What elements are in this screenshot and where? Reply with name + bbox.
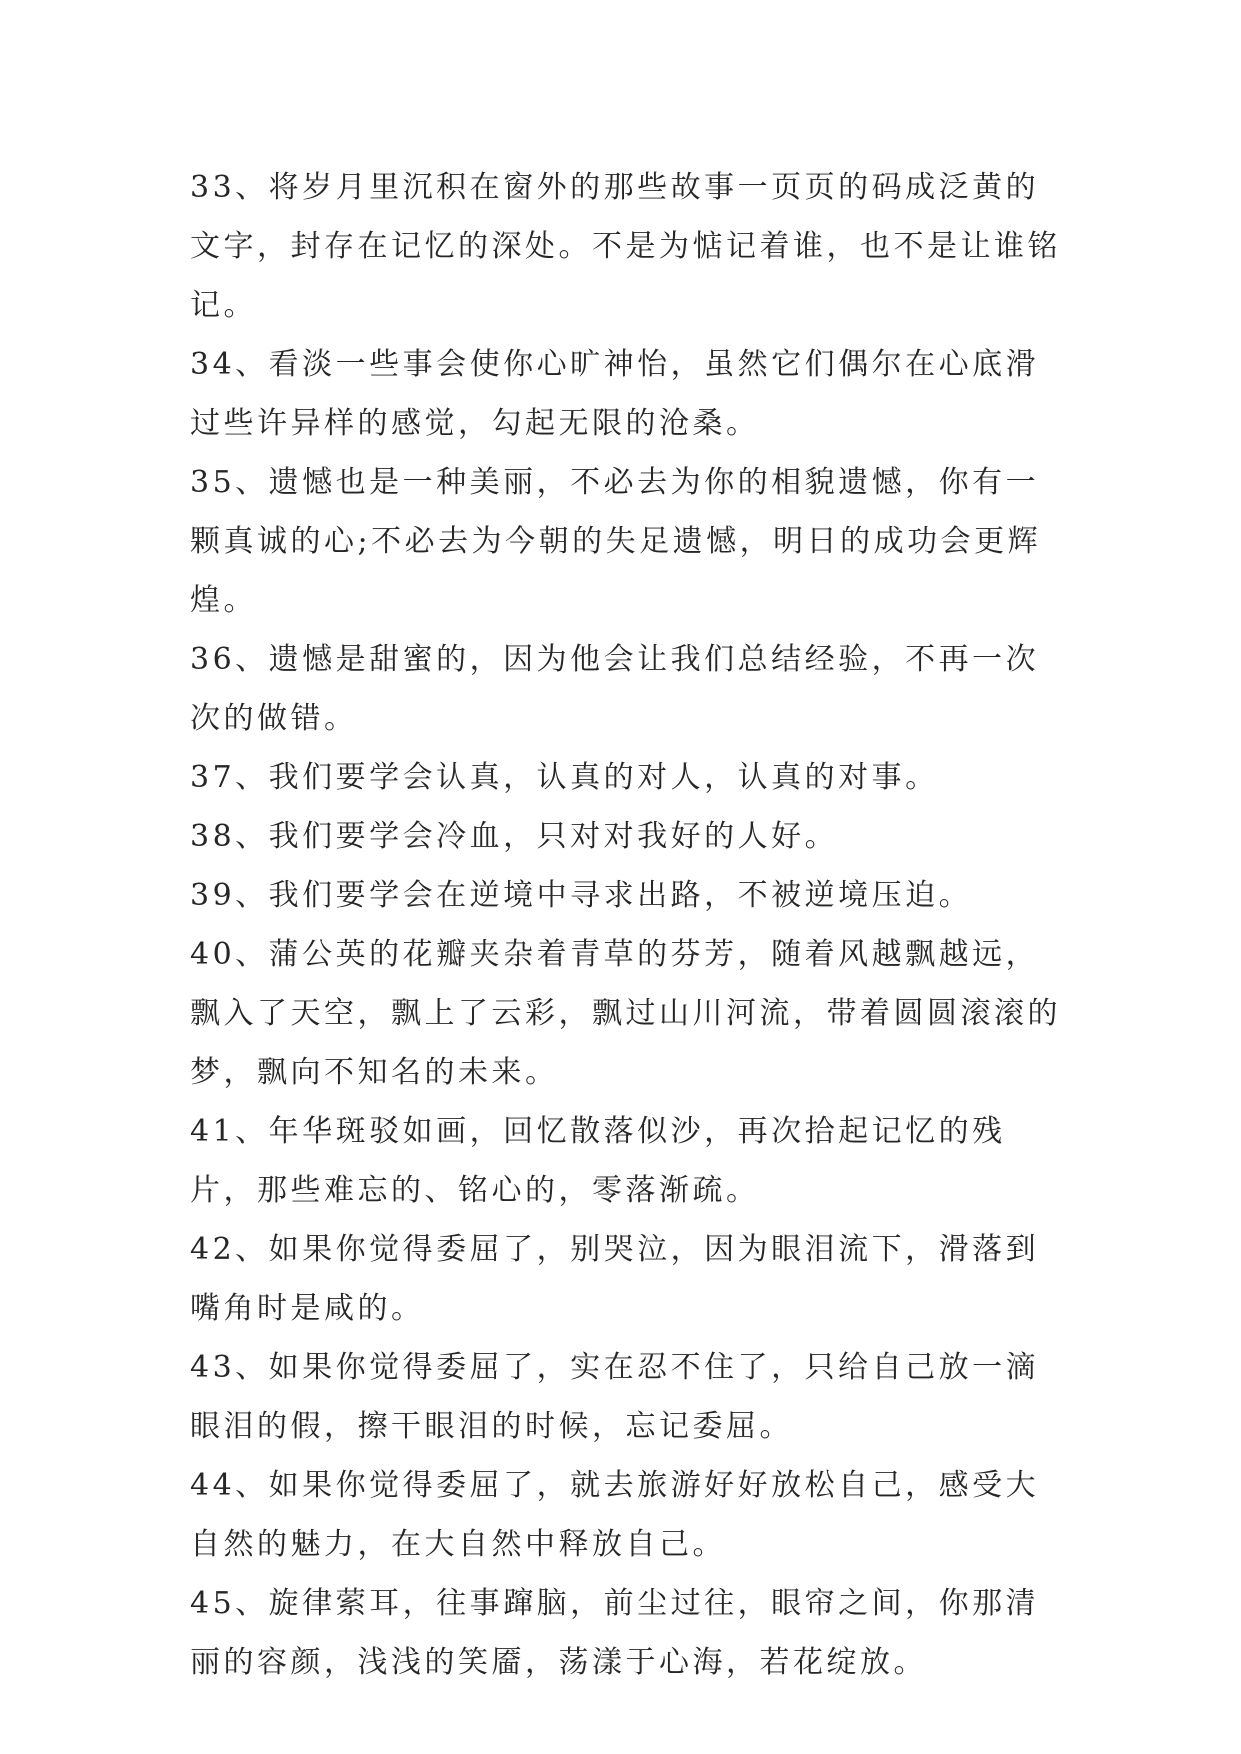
quote-entry-39: 39、我们要学会在逆境中寻求出路，不被逆境压迫。 [190, 878, 973, 913]
quote-entry-41: 41、年华斑驳如画，回忆散落似沙，再次拾起记忆的残片，那些难忘的、铭心的，零落渐疏。 [190, 1114, 1006, 1208]
quote-entry-33: 33、将岁月里沉积在窗外的那些故事一页页的码成泛黄的文字，封存在记忆的深处。不是为惦记着谁，也不是让谁铭记。 [190, 170, 1061, 323]
document-body [190, 158, 1070, 1692]
quote-entry-38: 38、我们要学会冷血，只对对我好的人好。 [190, 819, 839, 854]
quote-entry-34: 34、看淡一些事会使你心旷神怡，虽然它们偶尔在心底滑过些许异样的感觉，勾起无限的沧桑。 [190, 347, 1040, 441]
quote-entry-42: 42、如果你觉得委屈了，别哭泣，因为眼泪流下，滑落到嘴角时是咸的。 [190, 1232, 1040, 1326]
quote-entry-44: 44、如果你觉得委屈了，就去旅游好好放松自己，感受大自然的魅力，在大自然中释放自己。 [190, 1468, 1040, 1562]
quote-entry-36: 36、遗憾是甜蜜的，因为他会让我们总结经验，不再一次次的做错。 [190, 642, 1040, 736]
quote-entry-43: 43、如果你觉得委屈了，实在忍不住了，只给自己放一滴眼泪的假，擦干眼泪的时候，忘记委屈。 [190, 1350, 1040, 1444]
quote-entry-40: 40、蒲公英的花瓣夹杂着青草的芬芳，随着风越飘越远，飘入了天空，飘上了云彩，飘过山川河流，带着圆圆滚滚的梦，飘向不知名的未来。 [190, 937, 1061, 1090]
quote-entry-37: 37、我们要学会认真，认真的对人，认真的对事。 [190, 760, 939, 795]
quote-entry-45: 45、旋律萦耳，往事蹿脑，前尘过往，眼帘之间，你那清丽的容颜，浅浅的笑靥，荡漾于心海，若花绽放。 [190, 1586, 1040, 1680]
quote-entry-35: 35、遗憾也是一种美丽，不必去为你的相貌遗憾，你有一颗真诚的心;不必去为今朝的失足遗憾，明日的成功会更辉煌。 [190, 465, 1042, 618]
